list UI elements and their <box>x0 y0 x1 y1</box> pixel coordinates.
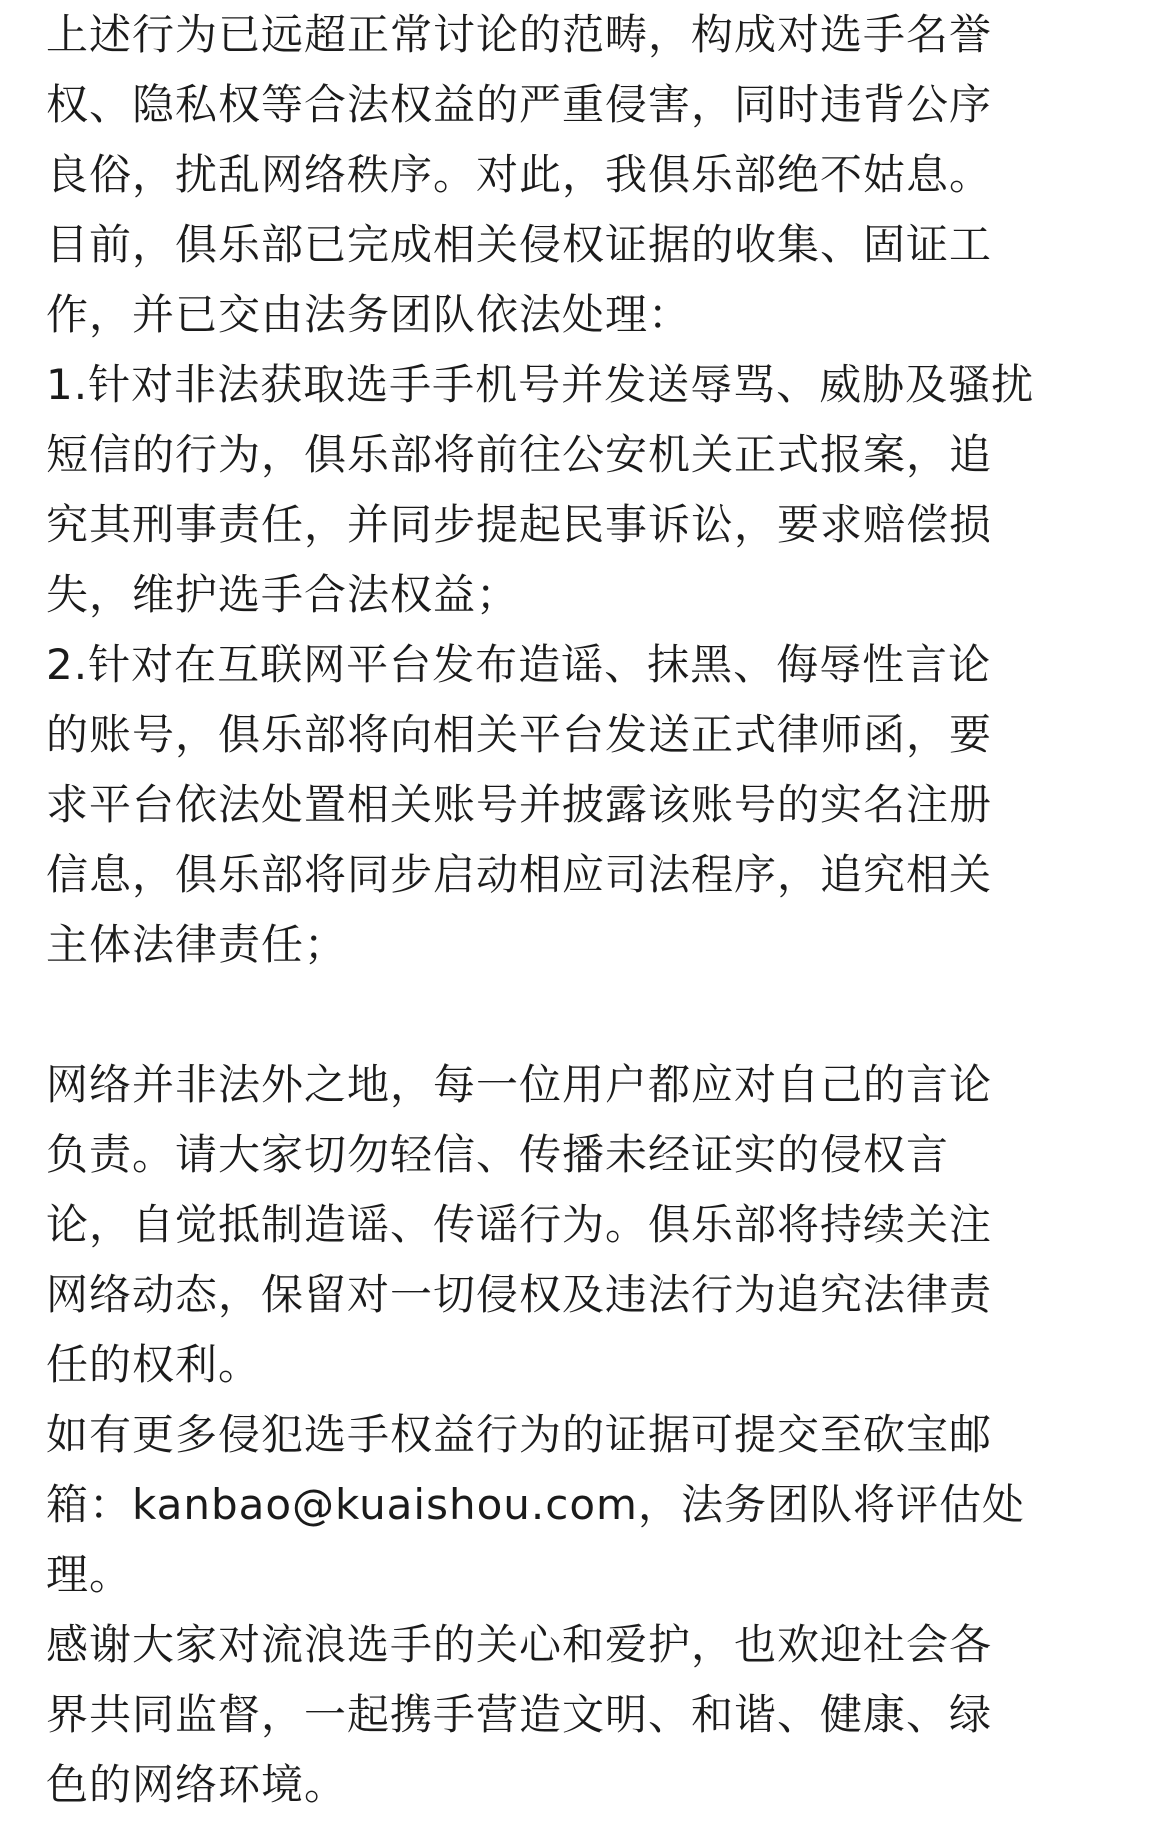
text-line: 失，维护选手合法权益； <box>46 570 520 619</box>
text-line: 主体法律责任； <box>46 920 348 969</box>
text-line: 网络动态，保留对一切侵权及违法行为追究法律责 <box>46 1270 993 1319</box>
document-body <box>46 0 1136 1839</box>
text-line: 任的权利。 <box>46 1340 262 1389</box>
text-line: 1.针对非法获取选手手机号并发送辱骂、威胁及骚扰 <box>46 360 1035 409</box>
text-line: 短信的行为，俱乐部将前往公安机关正式报案，追 <box>46 430 993 479</box>
text-line: 网络并非法外之地，每一位用户都应对自己的言论 <box>46 1060 993 1109</box>
list-item-2 <box>46 630 1136 980</box>
list-item-1 <box>46 350 1136 630</box>
text-line: 色的网络环境。 <box>46 1760 348 1809</box>
text-line: 感谢大家对流浪选手的关心和爱护，也欢迎社会各 <box>46 1620 993 1669</box>
text-line: 信息，俱乐部将同步启动相应司法程序，追究相关 <box>46 850 993 899</box>
text-line: 如有更多侵犯选手权益行为的证据可提交至砍宝邮 <box>46 1410 993 1459</box>
text-line: 目前，俱乐部已完成相关侵权证据的收集、固证工 <box>46 220 993 269</box>
text-line: 理。 <box>46 1550 133 1599</box>
paragraph-1 <box>46 0 1136 350</box>
text-line: 上述行为已远超正常讨论的范畴，构成对选手名誉 <box>46 10 993 59</box>
paragraph-spacer <box>46 980 1136 1050</box>
text-line: 作，并已交由法务团队依法处理： <box>46 290 692 339</box>
text-line: 的账号，俱乐部将向相关平台发送正式律师函，要 <box>46 710 993 759</box>
text-line: 负责。请大家切勿轻信、传播未经证实的侵权言 <box>46 1130 950 1179</box>
paragraph-2 <box>46 1050 1136 1400</box>
text-line: 权、隐私权等合法权益的严重侵害，同时违背公序 <box>46 80 993 129</box>
paragraph-3 <box>46 1400 1136 1610</box>
text-line: 2.针对在互联网平台发布造谣、抹黑、侮辱性言论 <box>46 640 992 689</box>
email-line[interactable]: 箱：kanbao@kuaishou.com，法务团队将评估处 <box>46 1480 1025 1529</box>
text-line: 究其刑事责任，并同步提起民事诉讼，要求赔偿损 <box>46 500 993 549</box>
paragraph-4 <box>46 1610 1136 1820</box>
text-line: 论，自觉抵制造谣、传谣行为。俱乐部将持续关注 <box>46 1200 993 1249</box>
text-line: 界共同监督，一起携手营造文明、和谐、健康、绿 <box>46 1690 993 1739</box>
text-line: 求平台依法处置相关账号并披露该账号的实名注册 <box>46 780 993 829</box>
text-line: 良俗，扰乱网络秩序。对此，我俱乐部绝不姑息。 <box>46 150 993 199</box>
